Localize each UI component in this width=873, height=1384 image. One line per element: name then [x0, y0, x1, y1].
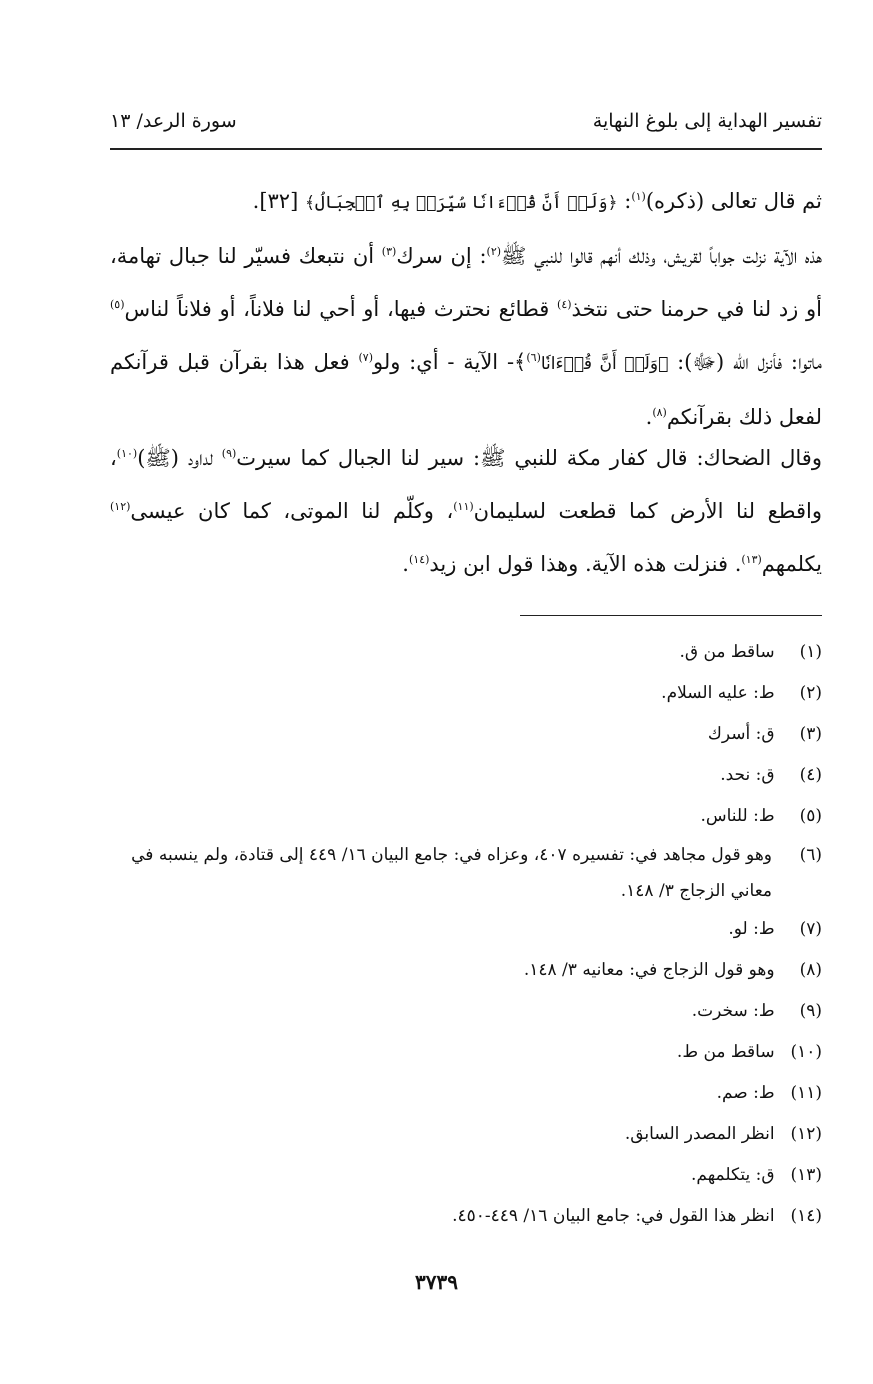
- text-run: قطائع نحترث فيها، أو أحي لنا فلاناً، أو فلاناً لناس: [124, 297, 558, 321]
- footnote-text: ساقط من ق.: [679, 642, 775, 662]
- footnote-item: [110, 950, 822, 991]
- footnote-item: [110, 1073, 822, 1114]
- footnote-ref-8[interactable]: (٨): [652, 406, 667, 419]
- footnote-ref-7[interactable]: (٧): [358, 351, 373, 364]
- footnote-ref-12[interactable]: (١٢): [110, 500, 131, 513]
- footnote-ref-1[interactable]: (١): [631, 190, 646, 203]
- footnote-number: (٥): [799, 806, 822, 826]
- footnote-number: (٧): [799, 919, 822, 939]
- text-run: : إن سرك: [396, 244, 487, 268]
- footnote-ref-3[interactable]: (٣): [381, 245, 397, 258]
- footnote-text: ق: أسرك: [707, 724, 775, 744]
- footnote-text: ق: يتكلمهم.: [691, 1165, 775, 1185]
- text-run: .: [645, 405, 653, 429]
- footnote-text: وهو قول الزجاج في: معانيه ٣/ ١٤٨.: [523, 960, 775, 980]
- footnote-item: [110, 796, 822, 837]
- footnote-number: (٢): [799, 683, 822, 703]
- footnote-number: (٣): [799, 724, 822, 744]
- text-run: ﴾- الآية - أي: ولو: [373, 350, 527, 374]
- footnote-text: ساقط من ط.: [676, 1042, 775, 1062]
- footnote-ref-4[interactable]: (٤): [557, 298, 572, 311]
- text-run: ماتوا: فأنزل الله (ﷻ):: [668, 350, 822, 374]
- text-run: ثم قال تعالى (ذكره): [645, 189, 822, 213]
- text-run: :: [617, 189, 632, 213]
- paragraph-dahhak: [110, 432, 822, 591]
- paragraph-quraysh: [110, 230, 822, 444]
- text-run: ، واقطع لنا الأرض كما قطعت لسليمان: [110, 446, 822, 523]
- footnote-ref-5[interactable]: (٥): [110, 298, 125, 311]
- text-run: فعل هذا بقرآن قبل قرآنكم لفعل ذلك بقرآنكم: [110, 350, 822, 429]
- footnote-number: (١١): [790, 1083, 822, 1103]
- footnote-ref-9[interactable]: (٩): [221, 447, 237, 460]
- footnotes-list: [110, 632, 822, 1237]
- header-divider: [110, 148, 822, 150]
- footnote-item: [110, 1032, 822, 1073]
- footnote-item: [110, 837, 822, 909]
- footnote-item: [110, 673, 822, 714]
- footnote-item: [110, 1196, 822, 1237]
- footnote-ref-2[interactable]: (٢): [486, 245, 502, 258]
- footnote-number: (٤): [799, 765, 822, 785]
- footnote-text: ط: لو.: [728, 919, 775, 939]
- text-run: يكلمهم: [761, 552, 822, 576]
- text-run: ، وكلّم لنا الموتى، كما كان عيسى: [130, 499, 454, 523]
- footnote-separator: [520, 615, 822, 616]
- footnote-item: [110, 714, 822, 755]
- footnote-text: ط: صم.: [716, 1083, 775, 1103]
- footnote-number: (١٣): [790, 1165, 822, 1185]
- surah-info: سورة الرعد/ ١٣: [110, 110, 237, 132]
- footnote-item: [110, 1114, 822, 1155]
- footnote-number: (١٠): [790, 1042, 822, 1062]
- footnote-text: انظر المصدر السابق.: [624, 1124, 775, 1144]
- footnote-text: ط: للناس.: [700, 806, 775, 826]
- quran-verse: ﴿وَلَوۡ أَنَّ قُرۡءَانٗا: [540, 354, 669, 374]
- text-run: .: [402, 552, 409, 576]
- footnote-item: [110, 909, 822, 950]
- verse-number: [٣٢].: [252, 189, 305, 213]
- footnote-item: [110, 991, 822, 1032]
- footnote-item: [110, 755, 822, 796]
- page-number: ٣٧٣٩: [415, 1270, 458, 1294]
- footnote-ref-14[interactable]: (١٤): [408, 553, 430, 566]
- text-run: وقال الضحاك: قال كفار مكة للنبي ﷺ: سير لنا الجبال كما سيرت: [236, 446, 822, 470]
- footnote-text: انظر هذا القول في: جامع البيان ١٦/ ٤٤٩-٤٥٠.: [452, 1206, 775, 1226]
- text-run: أن نتبعك فسيّر لنا جبال تهامة، أو زد لنا في حرمنا حتى نتخذ: [110, 244, 822, 321]
- footnote-item: [110, 1155, 822, 1196]
- footnote-ref-13[interactable]: (١٣): [741, 553, 762, 566]
- book-title: تفسير الهداية إلى بلوغ النهاية: [592, 110, 822, 132]
- paragraph-verse-intro: [110, 175, 822, 230]
- quran-verse: ﴿وَلَوۡ أَنَّ قُرۡءَانٗا سُيِّرَتۡ بِهِ ٱلۡجِبَالُ﴾: [304, 193, 618, 213]
- footnote-text: ط: سخرت.: [691, 1001, 775, 1021]
- footnote-text: ط: عليه السلام.: [661, 683, 775, 703]
- footnote-text: وهو قول مجاهد في: تفسيره ٤٠٧، وعزاه في: جامع البيان ١٦/ ٤٤٩ إلى قتادة، ولم ينسبه في معاني الزجاج ٣/ ١٤٨.: [131, 845, 772, 901]
- footnote-number: (٨): [799, 960, 822, 980]
- footnote-text: ق: نحد.: [720, 765, 775, 785]
- footnote-number: (١٤): [790, 1206, 822, 1226]
- footnote-number: (١): [799, 642, 822, 662]
- footnote-number: (١٢): [790, 1124, 822, 1144]
- text-run: . فنزلت هذه الآية. وهذا قول ابن زيد: [429, 552, 742, 576]
- text-run: هذه الآية نزلت جواباً لقريش، وذلك أنهم قالوا للنبي ﷺ: [501, 244, 822, 268]
- footnote-number: (٩): [799, 1001, 822, 1021]
- footnote-ref-10[interactable]: (١٠): [116, 447, 138, 460]
- running-header: [110, 110, 822, 150]
- footnote-ref-6[interactable]: (٦): [526, 351, 541, 364]
- footnote-item: [110, 632, 822, 673]
- footnote-number: (٦): [799, 845, 822, 865]
- footnote-ref-11[interactable]: (١١): [453, 500, 474, 513]
- text-run: لداود (ﷺ): [137, 446, 222, 470]
